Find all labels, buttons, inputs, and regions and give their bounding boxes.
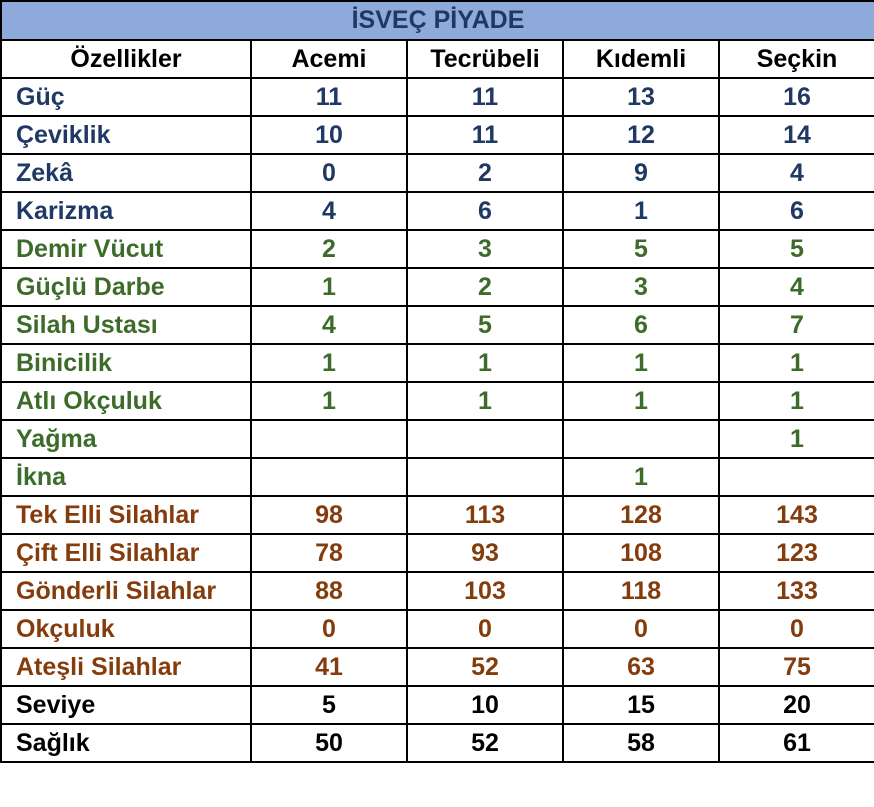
- table-cell: 143: [719, 496, 874, 534]
- table-row: [1, 534, 874, 572]
- table-cell: 93: [407, 534, 563, 572]
- table-cell: 10: [251, 116, 407, 154]
- table-cell: 4: [719, 154, 874, 192]
- table-row: [1, 306, 874, 344]
- table-cell: 6: [407, 192, 563, 230]
- table-cell: [719, 458, 874, 496]
- table-row: [1, 496, 874, 534]
- table-cell: 11: [407, 78, 563, 116]
- table-cell: 0: [251, 154, 407, 192]
- row-label: Zekâ: [1, 154, 251, 192]
- table-cell: 123: [719, 534, 874, 572]
- column-header-experienced: Tecrübeli: [407, 40, 563, 78]
- table-cell: 3: [407, 230, 563, 268]
- table-row: [1, 648, 874, 686]
- table-cell: 1: [251, 344, 407, 382]
- table-cell: 1: [719, 420, 874, 458]
- row-label: İkna: [1, 458, 251, 496]
- table-cell: 5: [407, 306, 563, 344]
- table-cell: 1: [407, 382, 563, 420]
- table-cell: 61: [719, 724, 874, 762]
- table-cell: [251, 420, 407, 458]
- table-cell: 6: [563, 306, 719, 344]
- table-cell: 5: [251, 686, 407, 724]
- table-row: [1, 116, 874, 154]
- table-cell: 1: [251, 382, 407, 420]
- column-header-elite: Seçkin: [719, 40, 874, 78]
- table-cell: [407, 420, 563, 458]
- table-row: [1, 344, 874, 382]
- table-cell: 58: [563, 724, 719, 762]
- table-cell: 12: [563, 116, 719, 154]
- row-label: Çeviklik: [1, 116, 251, 154]
- table-cell: 4: [251, 306, 407, 344]
- row-label: Tek Elli Silahlar: [1, 496, 251, 534]
- table-cell: 4: [251, 192, 407, 230]
- table-cell: 128: [563, 496, 719, 534]
- table-cell: 103: [407, 572, 563, 610]
- row-label: Okçuluk: [1, 610, 251, 648]
- table-cell: 7: [719, 306, 874, 344]
- row-label: Güçlü Darbe: [1, 268, 251, 306]
- table-cell: 63: [563, 648, 719, 686]
- table-row: [1, 382, 874, 420]
- table-cell: 4: [719, 268, 874, 306]
- row-label: Gönderli Silahlar: [1, 572, 251, 610]
- table-cell: 78: [251, 534, 407, 572]
- table-cell: 52: [407, 724, 563, 762]
- table-cell: 2: [407, 268, 563, 306]
- table-cell: 10: [407, 686, 563, 724]
- table-row: [1, 192, 874, 230]
- table-cell: 1: [563, 344, 719, 382]
- table-cell: 0: [563, 610, 719, 648]
- table-cell: 3: [563, 268, 719, 306]
- table-cell: 1: [407, 344, 563, 382]
- table-cell: 50: [251, 724, 407, 762]
- table-title: İSVEÇ PİYADE: [1, 1, 874, 40]
- table-cell: 118: [563, 572, 719, 610]
- row-label: Seviye: [1, 686, 251, 724]
- table-cell: 11: [407, 116, 563, 154]
- table-cell: [563, 420, 719, 458]
- title-row: [1, 1, 874, 40]
- table-cell: 41: [251, 648, 407, 686]
- table-cell: 0: [407, 610, 563, 648]
- table-cell: 1: [563, 458, 719, 496]
- table-cell: 0: [251, 610, 407, 648]
- table-cell: 15: [563, 686, 719, 724]
- table-cell: 14: [719, 116, 874, 154]
- table-cell: [251, 458, 407, 496]
- table-cell: 9: [563, 154, 719, 192]
- row-label: Karizma: [1, 192, 251, 230]
- table-cell: 108: [563, 534, 719, 572]
- table-cell: 133: [719, 572, 874, 610]
- table-cell: 88: [251, 572, 407, 610]
- table-cell: 5: [719, 230, 874, 268]
- table-cell: [407, 458, 563, 496]
- table-cell: 2: [407, 154, 563, 192]
- table-row: [1, 724, 874, 762]
- table-cell: 20: [719, 686, 874, 724]
- row-label: Atlı Okçuluk: [1, 382, 251, 420]
- row-label: Demir Vücut: [1, 230, 251, 268]
- table-row: [1, 268, 874, 306]
- table-row: [1, 610, 874, 648]
- row-label: Sağlık: [1, 724, 251, 762]
- table-row: [1, 230, 874, 268]
- row-label: Güç: [1, 78, 251, 116]
- table-row: [1, 572, 874, 610]
- table-cell: 13: [563, 78, 719, 116]
- row-label: Yağma: [1, 420, 251, 458]
- table-cell: 6: [719, 192, 874, 230]
- column-header-novice: Acemi: [251, 40, 407, 78]
- row-label: Çift Elli Silahlar: [1, 534, 251, 572]
- table-cell: 5: [563, 230, 719, 268]
- table-cell: 1: [719, 382, 874, 420]
- table-cell: 52: [407, 648, 563, 686]
- table-cell: 2: [251, 230, 407, 268]
- table-row: [1, 154, 874, 192]
- table-cell: 98: [251, 496, 407, 534]
- table-row: [1, 78, 874, 116]
- table-cell: 75: [719, 648, 874, 686]
- row-label: Silah Ustası: [1, 306, 251, 344]
- header-row: [1, 40, 874, 78]
- table-body: [1, 78, 874, 762]
- table-cell: 1: [563, 192, 719, 230]
- table-row: [1, 420, 874, 458]
- table-cell: 113: [407, 496, 563, 534]
- table-cell: 11: [251, 78, 407, 116]
- table-cell: 16: [719, 78, 874, 116]
- row-label: Ateşli Silahlar: [1, 648, 251, 686]
- row-label: Binicilik: [1, 344, 251, 382]
- table-cell: 1: [563, 382, 719, 420]
- column-header-features: Özellikler: [1, 40, 251, 78]
- table-row: [1, 686, 874, 724]
- table-cell: 1: [251, 268, 407, 306]
- table-cell: 1: [719, 344, 874, 382]
- table-cell: 0: [719, 610, 874, 648]
- column-header-senior: Kıdemli: [563, 40, 719, 78]
- table-row: [1, 458, 874, 496]
